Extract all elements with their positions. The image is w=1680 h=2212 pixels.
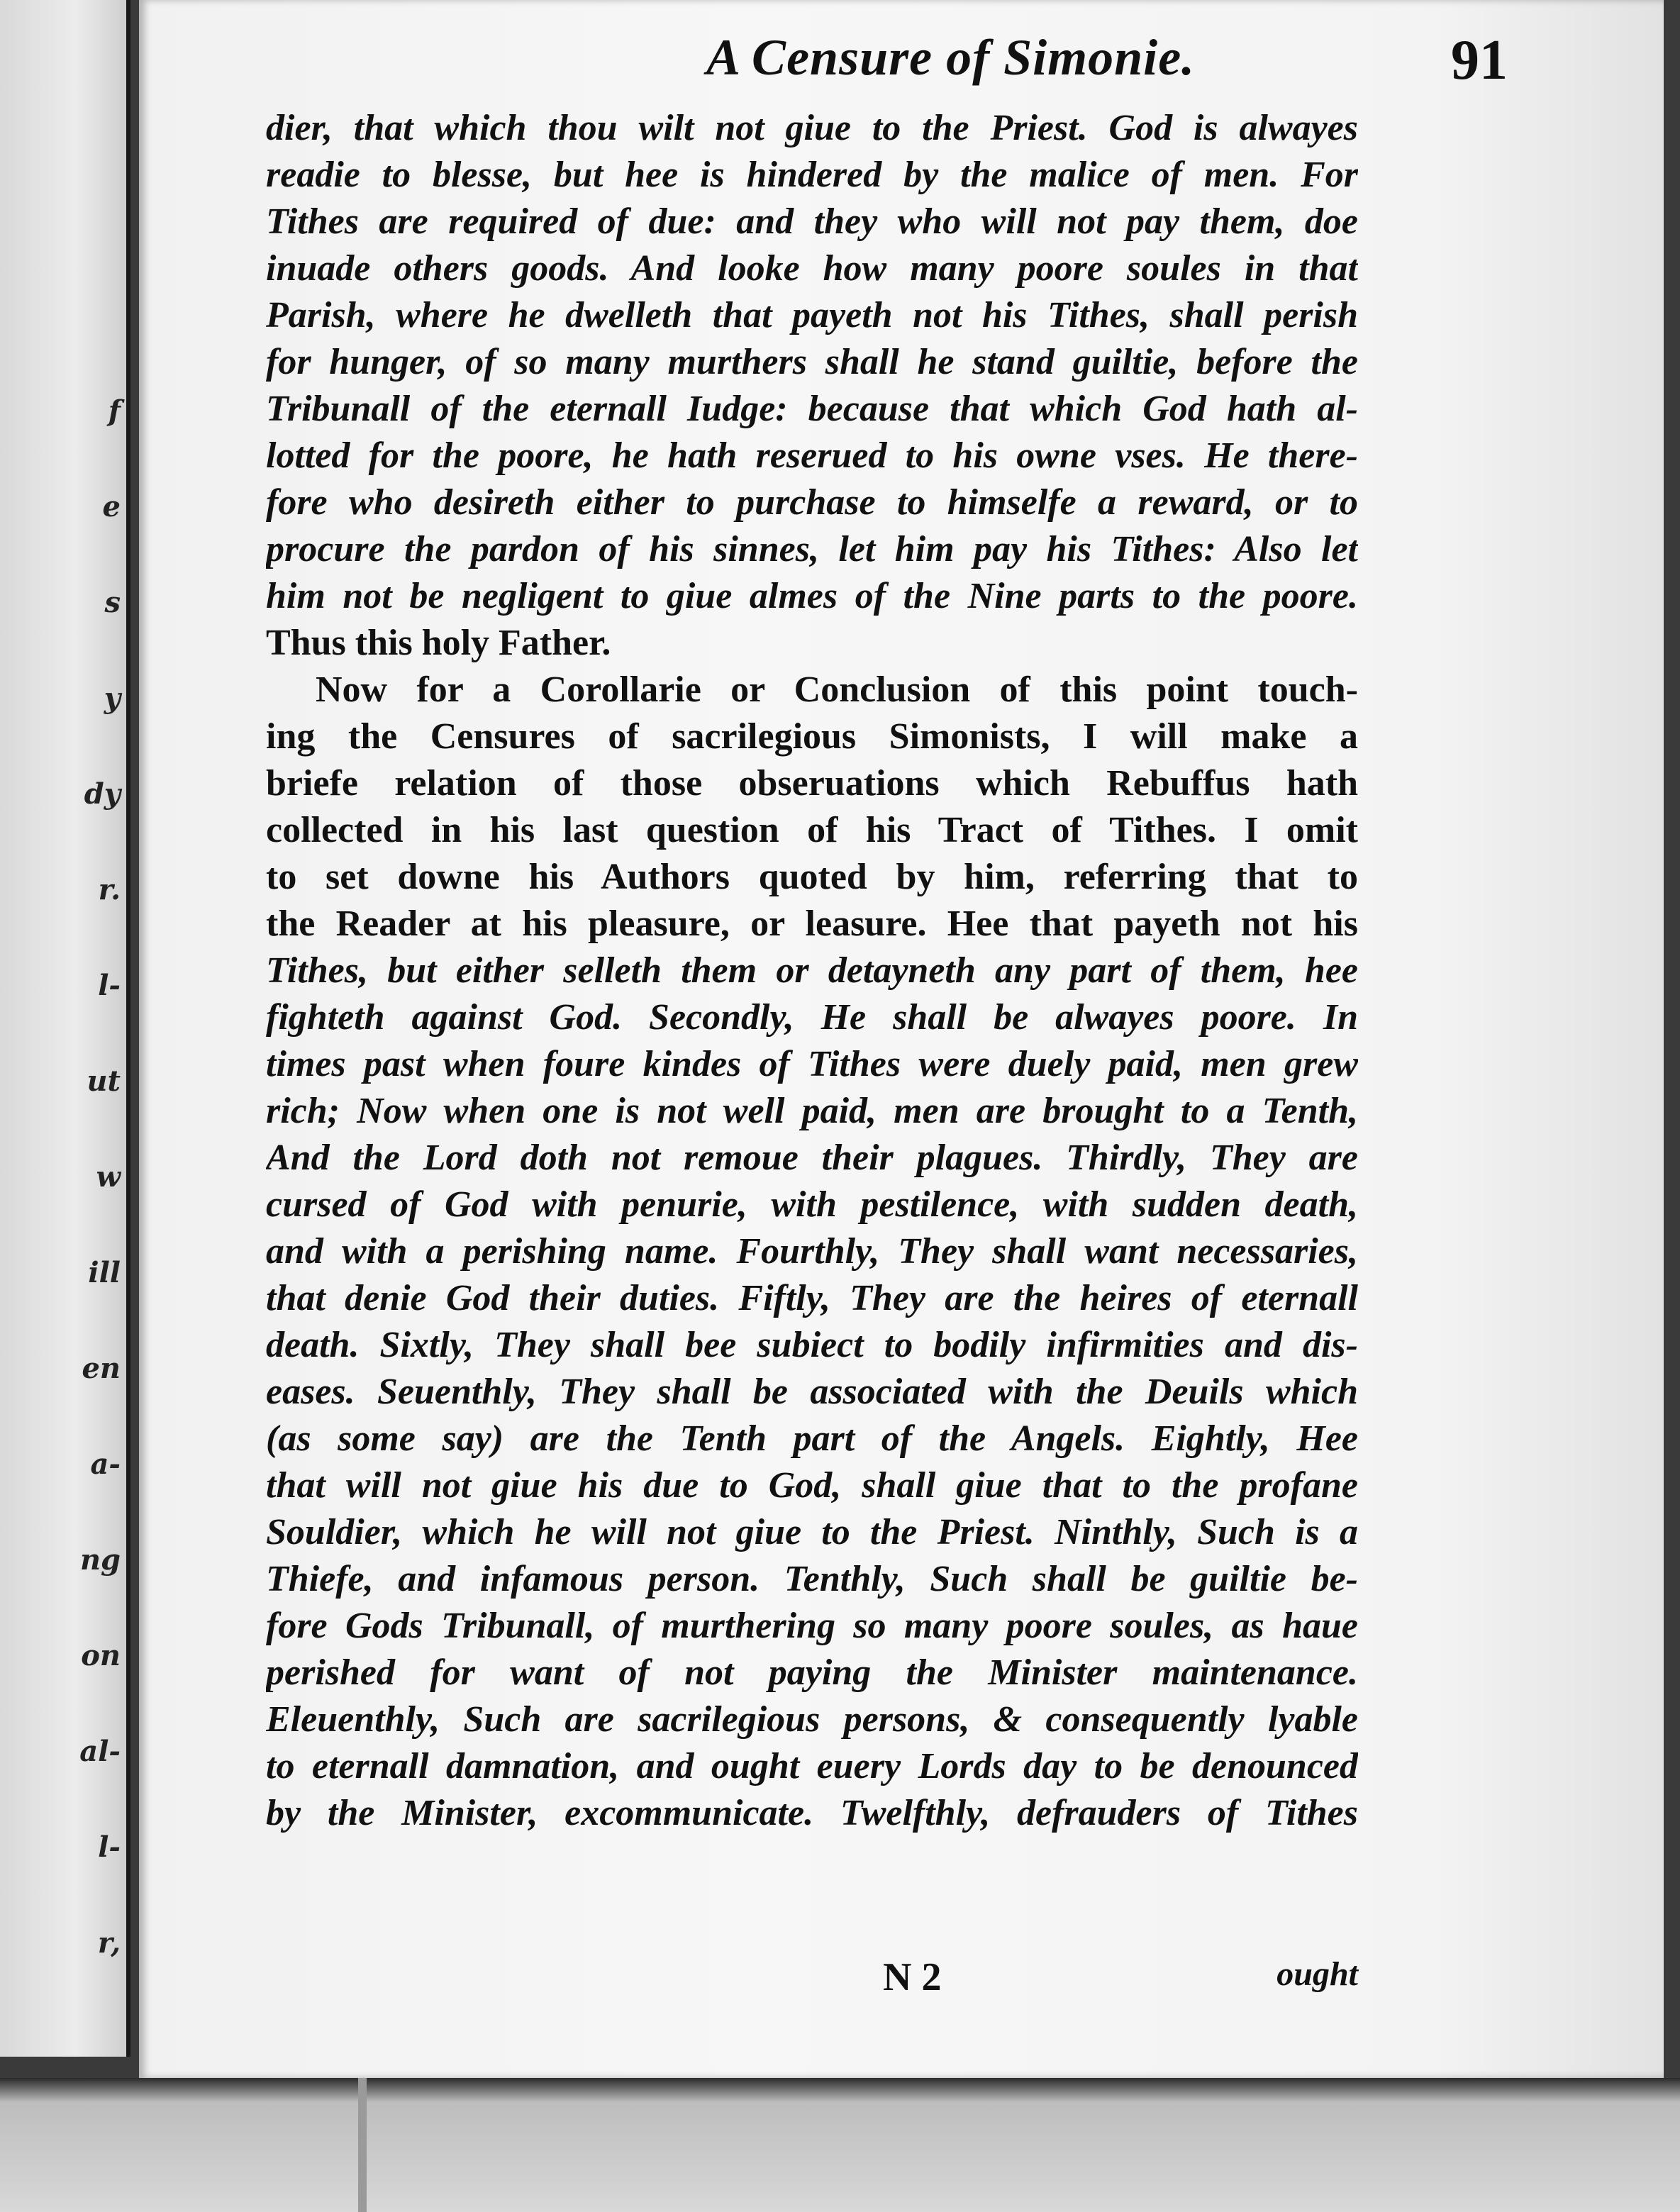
text-line: times past when foure kindes of Tithes were duely paid, men grew [266,1044,1358,1084]
left-page-fragment: en [82,1352,121,1385]
text-line: to eternall damnation, and ought euery Lords day to be denounced [266,1746,1358,1786]
body-text [266,105,1358,1837]
left-page-fragment: e [102,490,121,523]
left-page-fragment: ng [79,1543,121,1577]
left-page-fragment: ut [87,1065,121,1098]
text-line: Thus this holy Father. [266,623,611,663]
text-line: fighteth against God. Secondly, He shall be alwayes poore. In [266,997,1358,1038]
page-header [706,28,1508,92]
text-line: to set downe his Authors quoted by him, referring that to [266,857,1358,897]
page-fold [358,2078,367,2212]
text-line: perished for want of not paying the Minister maintenance. [266,1652,1358,1693]
left-page-fragment: s [104,586,121,619]
left-page-fragment: l- [98,969,121,1002]
left-page-fragment: a- [90,1447,121,1481]
text-line: briefe relation of those obseruations which Rebuffus hath [266,763,1358,804]
text-line: fore Gods Tribunall, of murthering so many poore soules, as haue [266,1606,1358,1646]
left-page-fragment: dy [84,777,121,811]
text-line: Parish, where he dwelleth that payeth not his Tithes, shall perish [266,295,1358,335]
text-line: cursed of God with penurie, with pestilence, with sudden death, [266,1184,1358,1225]
text-line: ing the Censures of sacrilegious Simonists, I will make a [266,716,1358,757]
left-page-fragment: l- [98,1830,121,1864]
left-page-fragment: f [108,394,121,428]
text-line: the Reader at his pleasure, or leasure. Hee that payeth not his [266,904,1358,944]
text-line: Tithes, but either selleth them or detayneth any part of them, hee [266,950,1358,991]
left-page-fragment: w [96,1160,121,1194]
text-line: Souldier, which he will not giue to the Priest. Ninthly, Such is a [266,1512,1358,1552]
text-line: dier, that which thou wilt not giue to the Priest. God is alwayes [266,108,1358,148]
text-line: by the Minister, excommunicate. Twelfthly, defrauders of Tithes [266,1793,1358,1833]
text-line: procure the pardon of his sinnes, let him pay his Tithes: Also let [266,529,1358,569]
text-line: Eleuenthly, Such are sacrilegious persons, & consequently lyable [266,1699,1358,1740]
text-line: fore who desireth either to purchase to himselfe a reward, or to [266,482,1358,523]
left-page-fragment: on [81,1639,121,1672]
page-number: 91 [1451,29,1508,91]
left-page-edge [0,0,130,2057]
text-line: that denie God their duties. Fiftly, They are the heires of eternall [266,1278,1358,1318]
text-line: death. Sixtly, They shall bee subiect to bodily infirmities and dis- [266,1325,1358,1365]
left-page-fragment: r. [98,873,121,906]
text-line: him not be negligent to giue almes of the Nine parts to the poore. [266,576,1358,616]
running-title: A Censure of Simonie. [706,29,1196,86]
page-footer [266,1955,1358,1997]
text-line: that will not giue his due to God, shall giue that to the profane [266,1465,1358,1506]
scanner-bed [0,2078,1680,2212]
left-page-fragment: r, [97,1926,121,1960]
text-line: lotted for the poore, he hath reserued to his owne vses. He there- [266,435,1358,476]
left-page-fragment: al- [79,1735,121,1768]
signature-mark: N 2 [883,1955,942,1999]
text-line: (as some say) are the Tenth part of the Angels. Eightly, Hee [266,1418,1358,1459]
text-line: for hunger, of so many murthers shall he stand guiltie, before the [266,342,1358,382]
catchword: ought [1276,1955,1358,1993]
text-line: readie to blesse, but hee is hindered by the malice of men. For [266,155,1358,195]
text-line: And the Lord doth not remoue their plagues. Thirdly, They are [266,1138,1358,1178]
text-line: Tithes are required of due: and they who will not pay them, doe [266,201,1358,242]
left-page-fragment: y [104,682,121,715]
text-line: Tribunall of the eternall Iudge: because that which God hath al- [266,389,1358,429]
text-line: Now for a Corollarie or Conclusion of this point touch- [316,669,1358,710]
text-line: eases. Seuenthly, They shall be associated with the Deuils which [266,1372,1358,1412]
text-line: collected in his last question of his Tract of Tithes. I omit [266,810,1358,850]
text-line: inuade others goods. And looke how many poore soules in that [266,248,1358,289]
left-page-fragment: ill [88,1256,121,1289]
text-line: and with a perishing name. Fourthly, They shall want necessaries, [266,1231,1358,1272]
text-line: rich; Now when one is not well paid, men are brought to a Tenth, [266,1091,1358,1131]
text-line: Thiefe, and infamous person. Tenthly, Such shall be guiltie be- [266,1559,1358,1599]
